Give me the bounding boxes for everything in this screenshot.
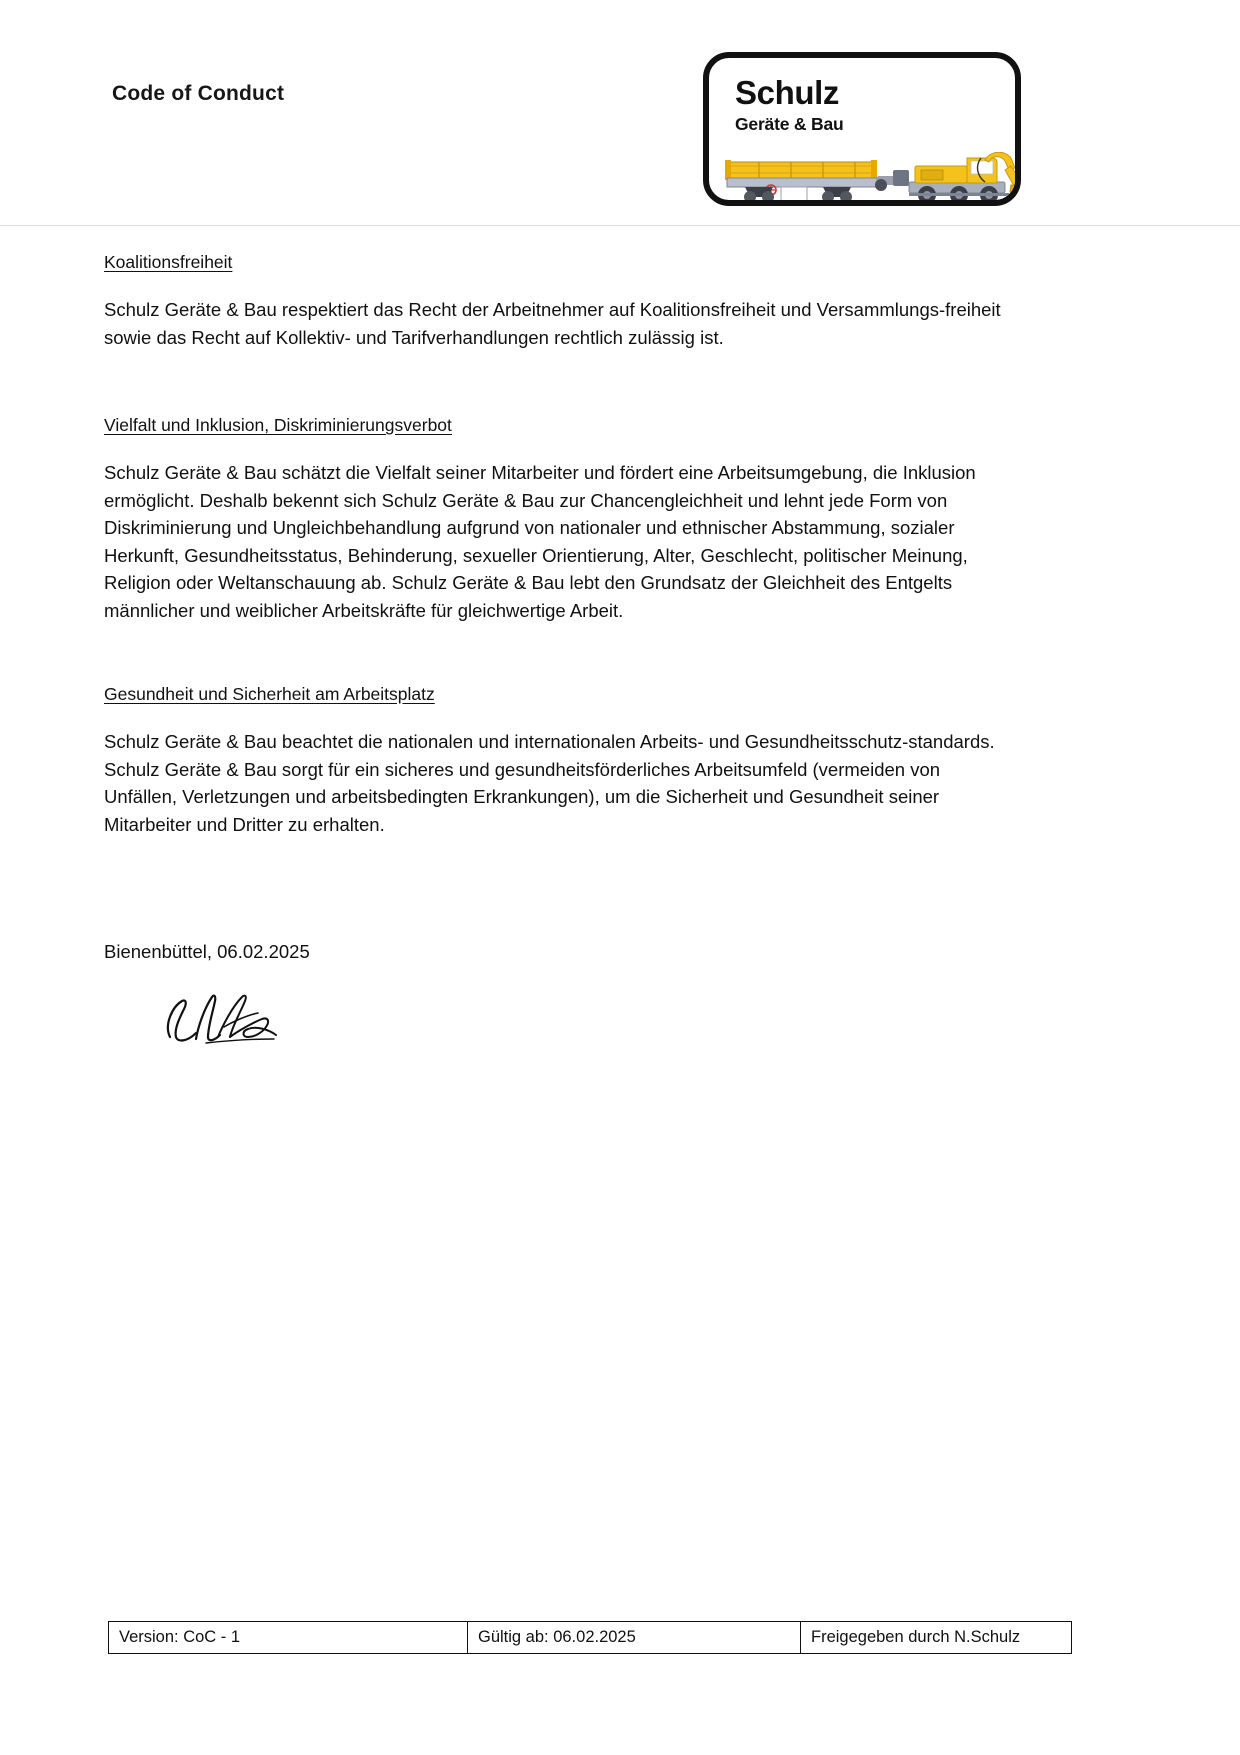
signature-block — [104, 938, 604, 1050]
document-body — [104, 250, 1004, 838]
section-heading: Koalitionsfreiheit — [104, 252, 233, 272]
section-spacer — [104, 351, 1004, 413]
logo-company-name: Schulz — [735, 74, 839, 111]
document-header — [0, 0, 1240, 226]
section-koalitionsfreiheit — [104, 250, 1004, 351]
page-title: Code of Conduct — [112, 82, 285, 105]
footer-released-by-cell: Freigegeben durch N.Schulz — [801, 1622, 1072, 1654]
section-heading: Gesundheit und Sicherheit am Arbeitsplatz — [104, 684, 435, 704]
footer-valid-from-cell: Gültig ab: 06.02.2025 — [468, 1622, 801, 1654]
section-paragraph: Schulz Geräte & Bau schätzt die Vielfalt seiner Mitarbeiter und fördert eine Arbeitsumgebung, die Inklusion ermöglicht. Deshalb bekennt sich Schulz Geräte & Bau zur Chancengleichheit und lehnt jede Form von Diskriminierung und Ungleichbehandlung aufgrund von nationaler und ethnischer Abstammung, sozialer Herkunft, Gesundheitsstatus, Behinderung, sexueller Orientierung, Alter, Geschlecht, politischer Meinung, Religion oder Weltanschauung ab. Schulz Geräte & Bau lebt den Grundsatz der Gleichheit des Entgelts männlicher und weiblicher Arbeitskräfte für gleichwertige Arbeit. — [104, 462, 976, 621]
section-spacer — [104, 624, 1004, 682]
section-vielfalt-inklusion — [104, 413, 1004, 624]
company-logo — [703, 52, 1021, 206]
section-paragraph: Schulz Geräte & Bau respektiert das Recht der Arbeitnehmer auf Koalitionsfreiheit und Versammlungs-freiheit sowie das Recht auf Kollektiv- und Tarifverhandlungen rechtlich zulässig ist. — [104, 299, 1001, 348]
section-heading: Vielfalt und Inklusion, Diskriminierungsverbot — [104, 415, 452, 435]
footer-version-cell: Version: CoC - 1 — [109, 1622, 468, 1654]
section-gesundheit-sicherheit — [104, 682, 1004, 838]
footer-table — [108, 1621, 1072, 1654]
section-paragraph: Schulz Geräte & Bau beachtet die nationalen und internationalen Arbeits- und Gesundheitsschutz-standards. Schulz Geräte & Bau sorgt für ein sicheres und gesundheitsförderliches Arbeitsumfeld (vermeiden von Unfällen, Verletzungen und arbeitsbedingten Erkrankungen), um die Sicherheit und Gesundheit seiner Mitarbeiter und Dritter zu erhalten. — [104, 731, 995, 835]
handwritten-signature-icon — [162, 987, 302, 1045]
signature-place-date: Bienenbüttel, 06.02.2025 — [104, 941, 310, 962]
header-divider — [0, 225, 1240, 226]
excavator-on-railcar-icon — [723, 152, 1021, 206]
logo-text-block — [735, 76, 915, 134]
table-row — [109, 1622, 1072, 1654]
logo-company-subtitle: Geräte & Bau — [735, 114, 844, 134]
